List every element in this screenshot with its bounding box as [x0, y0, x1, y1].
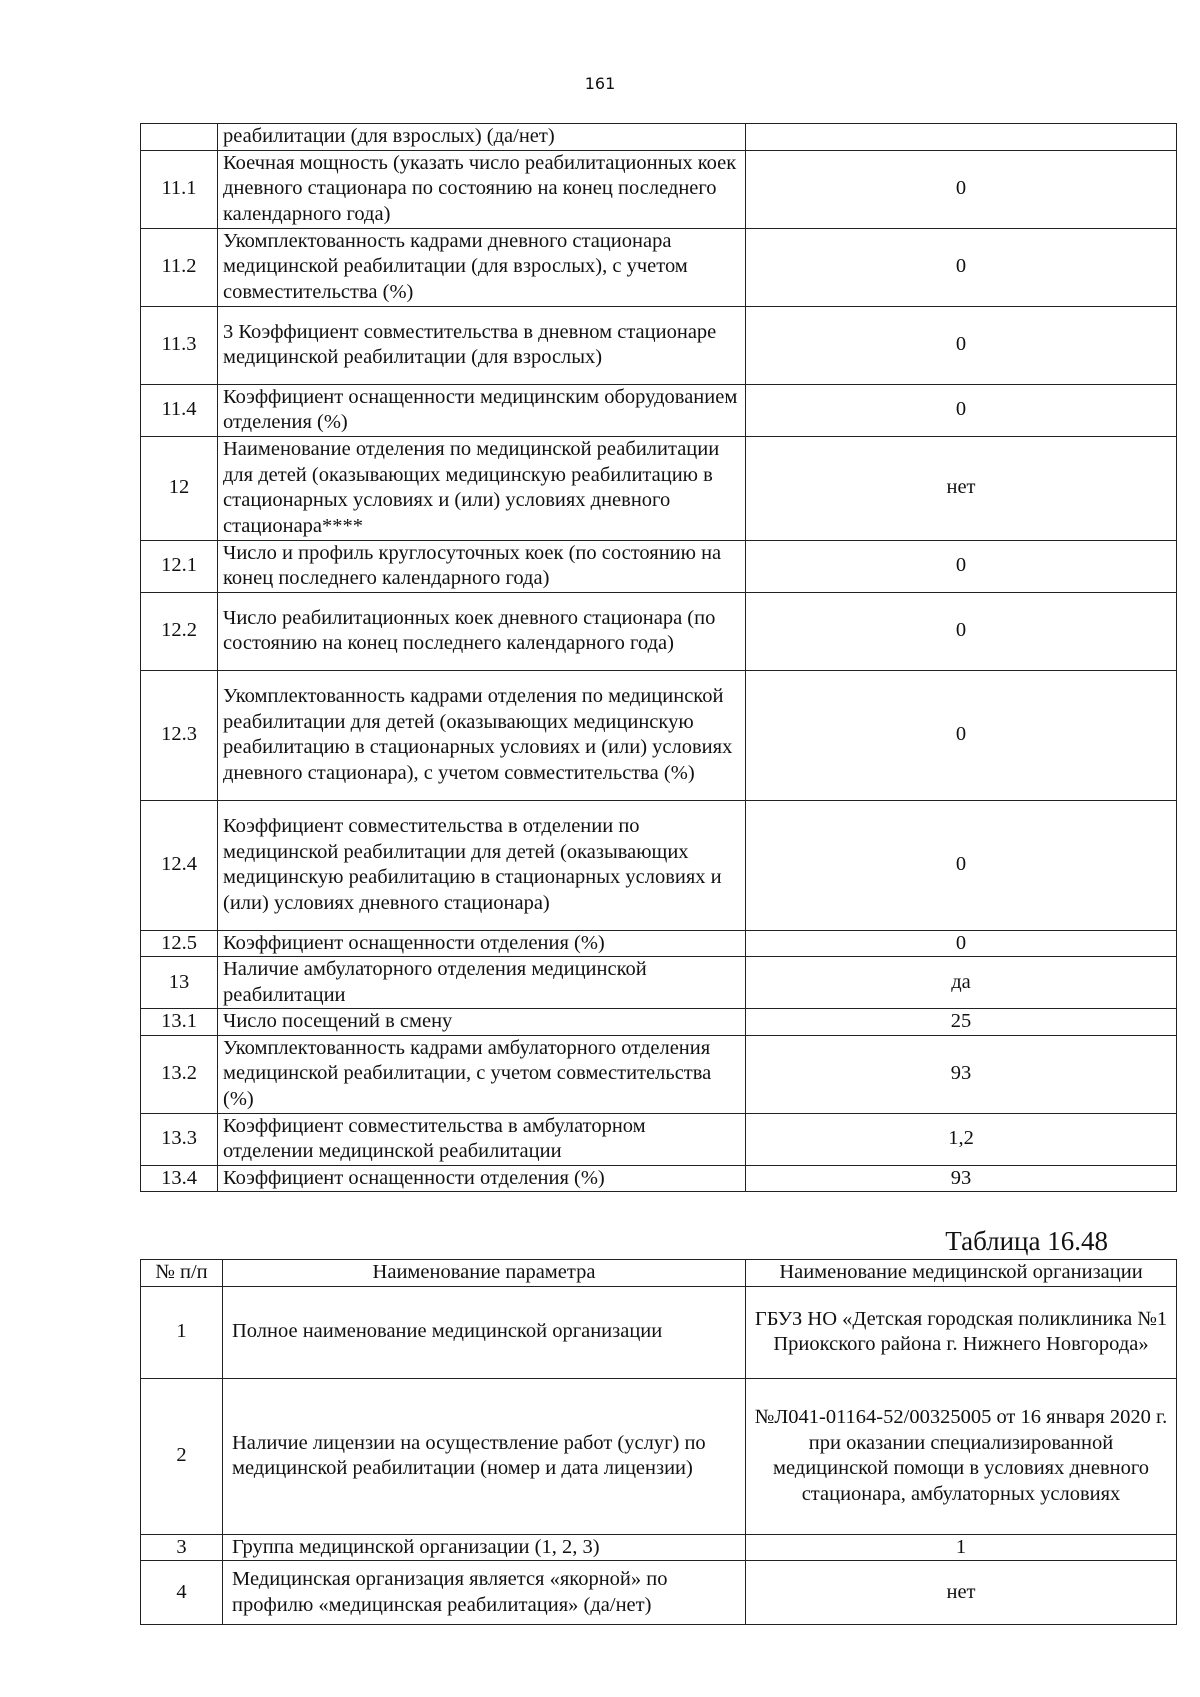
table-header-row	[141, 1260, 1177, 1287]
row-number: 12.1	[141, 540, 218, 592]
parameter-name: Число и профиль круглосуточных коек (по состоянию на конец последнего календарного года)	[218, 540, 746, 592]
column-header-organization: Наименование медицинской организации	[746, 1260, 1177, 1287]
parameter-value: 0	[746, 228, 1177, 306]
parameter-name: Полное наименование медицинской организации	[223, 1286, 746, 1378]
column-header-parameter: Наименование параметра	[223, 1260, 746, 1287]
row-number	[141, 124, 218, 151]
parameter-value: 93	[746, 1035, 1177, 1113]
parameter-name: Группа медицинской организации (1, 2, 3)	[223, 1534, 746, 1561]
row-number: 11.4	[141, 384, 218, 436]
table-row	[141, 150, 1177, 228]
row-number: 11.1	[141, 150, 218, 228]
parameter-value: 1,2	[746, 1113, 1177, 1165]
parameter-name: Укомплектованность кадрами отделения по медицинской реабилитации для детей (оказывающих медицинскую реабилитацию в стационарных условиях и (или) условиях дневного стационара), с учетом совместительства (%)	[218, 670, 746, 800]
row-number: 13.1	[141, 1009, 218, 1036]
table2-header	[141, 1260, 1177, 1287]
table-row	[141, 1009, 1177, 1036]
parameter-value: ГБУЗ НО «Детская городская поликлиника №1 Приокского района г. Нижнего Новгорода»	[746, 1286, 1177, 1378]
table-row	[141, 800, 1177, 930]
parameter-value: 0	[746, 384, 1177, 436]
parameter-name: Наличие амбулаторного отделения медицинской реабилитации	[218, 957, 746, 1009]
row-number: 13.2	[141, 1035, 218, 1113]
row-number: 12	[141, 436, 218, 540]
table-row	[141, 1561, 1177, 1625]
table-row	[141, 384, 1177, 436]
parameter-name: Число реабилитационных коек дневного стационара (по состоянию на конец последнего календарного года)	[218, 592, 746, 670]
table-row	[141, 124, 1177, 151]
parameter-value: 0	[746, 800, 1177, 930]
parameter-name: Коэффициент оснащенности медицинским оборудованием отделения (%)	[218, 384, 746, 436]
row-number: 4	[141, 1561, 223, 1625]
parameter-value: 25	[746, 1009, 1177, 1036]
table-caption: Таблица 16.48	[945, 1226, 1108, 1256]
rehabilitation-parameters-table	[140, 123, 1177, 1192]
table-row	[141, 930, 1177, 957]
table-row	[141, 670, 1177, 800]
organization-table	[140, 1259, 1177, 1625]
table-row	[141, 957, 1177, 1009]
parameter-name: Коэффициент оснащенности отделения (%)	[218, 1165, 746, 1192]
row-number: 2	[141, 1378, 223, 1534]
table-row	[141, 1165, 1177, 1192]
row-number: 12.5	[141, 930, 218, 957]
parameter-name: 3 Коэффициент совместительства в дневном стационаре медицинской реабилитации (для взрослых)	[218, 306, 746, 384]
parameter-value: да	[746, 957, 1177, 1009]
parameter-name: Число посещений в смену	[218, 1009, 746, 1036]
table-row	[141, 228, 1177, 306]
parameter-name: Медицинская организация является «якорной» по профилю «медицинская реабилитация» (да/нет)	[223, 1561, 746, 1625]
row-number: 1	[141, 1286, 223, 1378]
table-row	[141, 1286, 1177, 1378]
parameter-value: 0	[746, 592, 1177, 670]
column-header-number: № п/п	[141, 1260, 223, 1287]
parameter-name: Коэффициент оснащенности отделения (%)	[218, 930, 746, 957]
row-number: 12.2	[141, 592, 218, 670]
parameter-value: 0	[746, 670, 1177, 800]
row-number: 3	[141, 1534, 223, 1561]
parameter-name: Наличие лицензии на осуществление работ (услуг) по медицинской реабилитации (номер и дата лицензии)	[223, 1378, 746, 1534]
table-row	[141, 1378, 1177, 1534]
row-number: 11.3	[141, 306, 218, 384]
parameter-name: Укомплектованность кадрами амбулаторного отделения медицинской реабилитации, с учетом совместительства (%)	[218, 1035, 746, 1113]
row-number: 13.4	[141, 1165, 218, 1192]
page-number: 161	[584, 74, 616, 93]
table-row	[141, 1113, 1177, 1165]
table-row	[141, 436, 1177, 540]
parameter-name: Коэффициент совместительства в амбулаторном отделении медицинской реабилитации	[218, 1113, 746, 1165]
table-row	[141, 592, 1177, 670]
parameter-value: 1	[746, 1534, 1177, 1561]
table2-body	[141, 1286, 1177, 1625]
parameter-value: 0	[746, 306, 1177, 384]
parameter-name: Укомплектованность кадрами дневного стационара медицинской реабилитации (для взрослых), с учетом совместительства (%)	[218, 228, 746, 306]
parameter-name: Коэффициент совместительства в отделении по медицинской реабилитации для детей (оказывающих медицинскую реабилитацию в стационарных условиях и (или) условиях дневного стационара)	[218, 800, 746, 930]
table-row	[141, 540, 1177, 592]
parameter-value: 0	[746, 930, 1177, 957]
parameter-value: нет	[746, 1561, 1177, 1625]
parameter-value: 0	[746, 150, 1177, 228]
parameter-value	[746, 124, 1177, 151]
row-number: 11.2	[141, 228, 218, 306]
parameter-name: Наименование отделения по медицинской реабилитации для детей (оказывающих медицинскую реабилитацию в стационарных условиях и (или) условиях дневного стационара****	[218, 436, 746, 540]
table1-body	[141, 124, 1177, 1192]
parameter-value: нет	[746, 436, 1177, 540]
row-number: 13	[141, 957, 218, 1009]
table-row	[141, 1035, 1177, 1113]
parameter-value: 93	[746, 1165, 1177, 1192]
parameter-name: Коечная мощность (указать число реабилитационных коек дневного стационара по состоянию на конец последнего календарного года)	[218, 150, 746, 228]
row-number: 13.3	[141, 1113, 218, 1165]
parameter-value: №Л041-01164-52/00325005 от 16 января 2020 г. при оказании специализированной медицинской помощи в условиях дневного стационара, амбулаторных условиях	[746, 1378, 1177, 1534]
table-row	[141, 1534, 1177, 1561]
parameter-name: реабилитации (для взрослых) (да/нет)	[218, 124, 746, 151]
parameter-value: 0	[746, 540, 1177, 592]
row-number: 12.3	[141, 670, 218, 800]
table-row	[141, 306, 1177, 384]
row-number: 12.4	[141, 800, 218, 930]
